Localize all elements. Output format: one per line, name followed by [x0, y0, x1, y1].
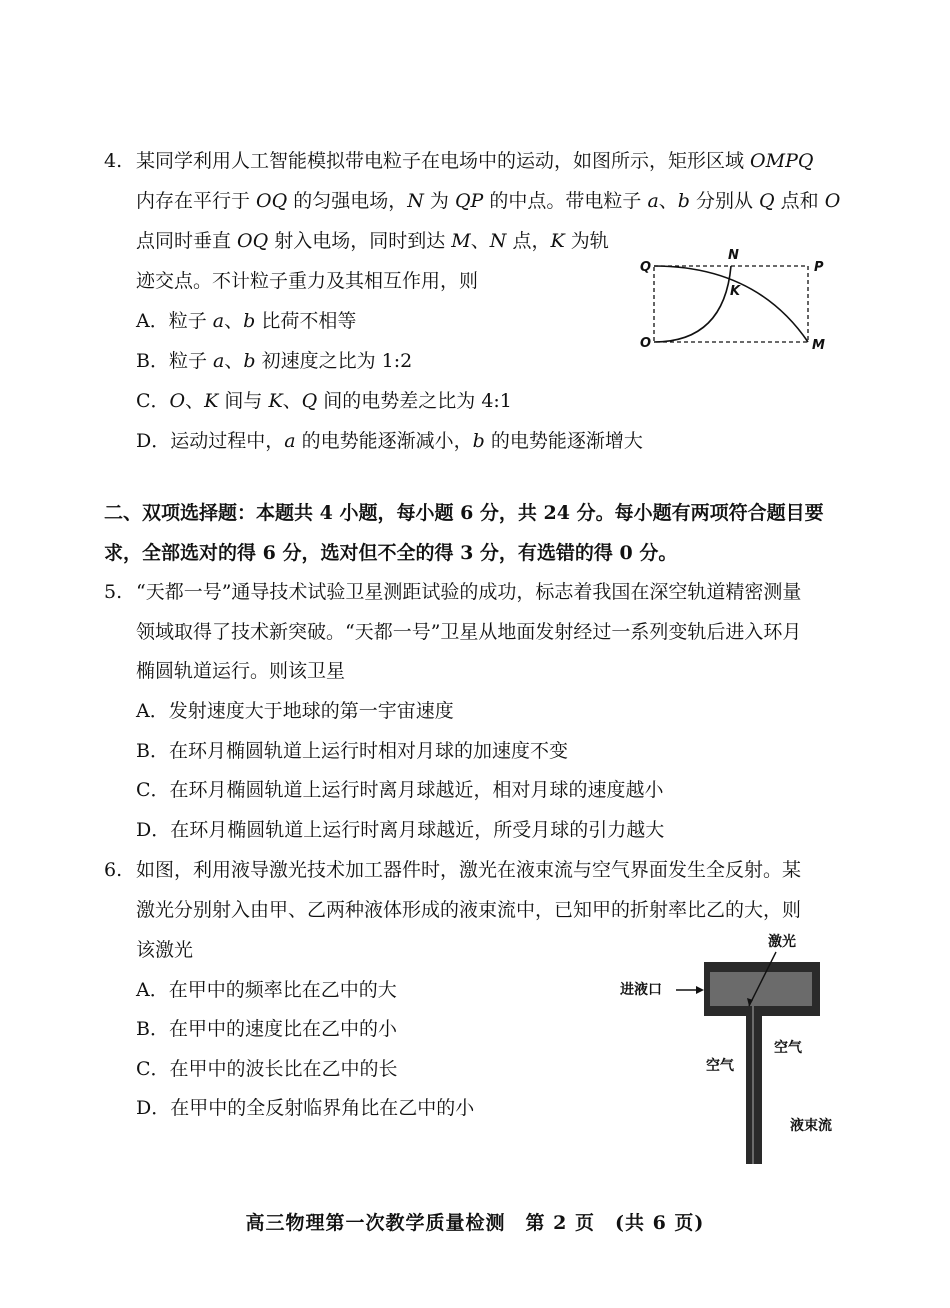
inlet-arrowhead	[696, 986, 704, 994]
q5-stem-line-3: 椭圆轨道运行。则该卫星	[136, 660, 346, 682]
q4-field-diagram	[636, 248, 836, 356]
italic-symbol: O	[169, 390, 186, 412]
q6-option-d: D．在甲中的全反射临界角比在乙中的小	[136, 1097, 475, 1119]
q5-option-a: A．发射速度大于地球的第一宇宙速度	[136, 700, 454, 722]
q5-option-c: C．在环月椭圆轨道上运行时离月球越近，相对月球的速度越小	[136, 779, 664, 801]
italic-symbol: Q	[301, 390, 318, 412]
q6-laser-figure	[616, 928, 846, 1168]
rect-ompq	[654, 266, 808, 342]
italic-symbol: QP	[454, 190, 484, 212]
q4-field-figure	[636, 248, 836, 356]
label-air-right: 空气	[774, 1040, 802, 1056]
italic-symbol: OQ	[237, 230, 269, 252]
italic-symbol: M	[451, 230, 471, 252]
trajectory-a	[654, 266, 808, 342]
italic-symbol: N	[407, 190, 424, 212]
q5-number: 5.	[104, 581, 123, 603]
italic-symbol: K	[268, 390, 283, 412]
q4-stem-line-3: 点同时垂直 OQ 射入电场，同时到达 M、N 点，K 为轨	[136, 230, 609, 252]
italic-symbol: Q	[759, 190, 775, 212]
q4-number: 4.	[104, 150, 123, 172]
italic-symbol: b	[472, 430, 485, 452]
italic-symbol: OMPQ	[750, 150, 814, 172]
italic-symbol: b	[243, 350, 256, 372]
q4-stem-line-1: 某同学利用人工智能模拟带电粒子在电场中的运动，如图所示，矩形区域 OMPQ	[136, 150, 814, 172]
label-laser: 激光	[768, 934, 796, 950]
label-k: K	[730, 284, 741, 299]
label-air-left: 空气	[706, 1058, 734, 1074]
q6-stem-line-1: 如图，利用液导激光技术加工器件时，激光在液束流与空气界面发生全反射。某	[136, 859, 802, 881]
italic-symbol: K	[550, 230, 565, 252]
q4-option-c: C．O、K 间与 K、Q 间的电势差之比为 4:1	[136, 390, 512, 412]
italic-symbol: b	[677, 190, 690, 212]
q4-stem-line-4: 迹交点。不计粒子重力及其相互作用，则	[136, 270, 479, 292]
label-m: M	[812, 338, 825, 353]
q5-stem-line-1: “天都一号”通导技术试验卫星测距试验的成功，标志着我国在深空轨道精密测量	[136, 581, 802, 603]
italic-symbol: O	[824, 190, 841, 212]
q5-option-d: D．在环月椭圆轨道上运行时离月球越近，所受月球的引力越大	[136, 819, 665, 841]
q4-option-b: B．粒子 a、b 初速度之比为 1:2	[136, 350, 413, 372]
label-n: N	[728, 248, 739, 263]
q6-stem-line-3: 该激光	[136, 939, 194, 961]
q5-option-b: B．在环月椭圆轨道上运行时相对月球的加速度不变	[136, 740, 568, 762]
italic-symbol: N	[489, 230, 507, 252]
italic-symbol: OQ	[256, 190, 288, 212]
italic-symbol: a	[647, 190, 659, 212]
q6-option-b: B．在甲中的速度比在乙中的小	[136, 1018, 397, 1040]
section-2-heading-line-2: 求，全部选对的得 6 分，选对但不全的得 3 分，有选错的得 0 分。	[104, 542, 678, 564]
q6-number: 6.	[104, 859, 123, 881]
italic-symbol: a	[284, 430, 296, 452]
q5-stem-line-2: 领域取得了技术新突破。“天都一号”卫星从地面发射经过一系列变轨后进入环月	[136, 621, 802, 643]
q6-stem-line-2: 激光分别射入由甲、乙两种液体形成的液束流中，已知甲的折射率比乙的大，则	[136, 899, 802, 921]
label-q: Q	[640, 260, 652, 275]
label-liquid-stream: 液束流	[790, 1118, 832, 1134]
label-o: O	[640, 336, 652, 351]
italic-symbol: b	[243, 310, 256, 332]
q4-stem-line-2: 内存在平行于 OQ 的匀强电场，N 为 QP 的中点。带电粒子 a、b 分别从 Q 点和 O	[136, 190, 841, 212]
q6-option-a: A．在甲中的频率比在乙中的大	[136, 979, 397, 1001]
italic-symbol: a	[212, 310, 225, 332]
label-inlet: 进液口	[620, 982, 662, 998]
italic-symbol: a	[213, 350, 225, 372]
trajectory-b	[654, 266, 731, 342]
q4-option-d: D．运动过程中，a 的电势能逐渐减小，b 的电势能逐渐增大	[136, 430, 643, 452]
section-2-heading-line-1: 二、双项选择题：本题共 4 小题，每小题 6 分，共 24 分。每小题有两项符合题目要	[104, 502, 824, 524]
page-footer: 高三物理第一次教学质量检测 第 2 页 (共 6 页)	[245, 1212, 705, 1234]
q6-option-c: C．在甲中的波长比在乙中的长	[136, 1058, 398, 1080]
label-p: P	[814, 260, 824, 275]
italic-symbol: K	[204, 390, 219, 412]
q4-option-a: A．粒子 a、b 比荷不相等	[136, 310, 357, 332]
